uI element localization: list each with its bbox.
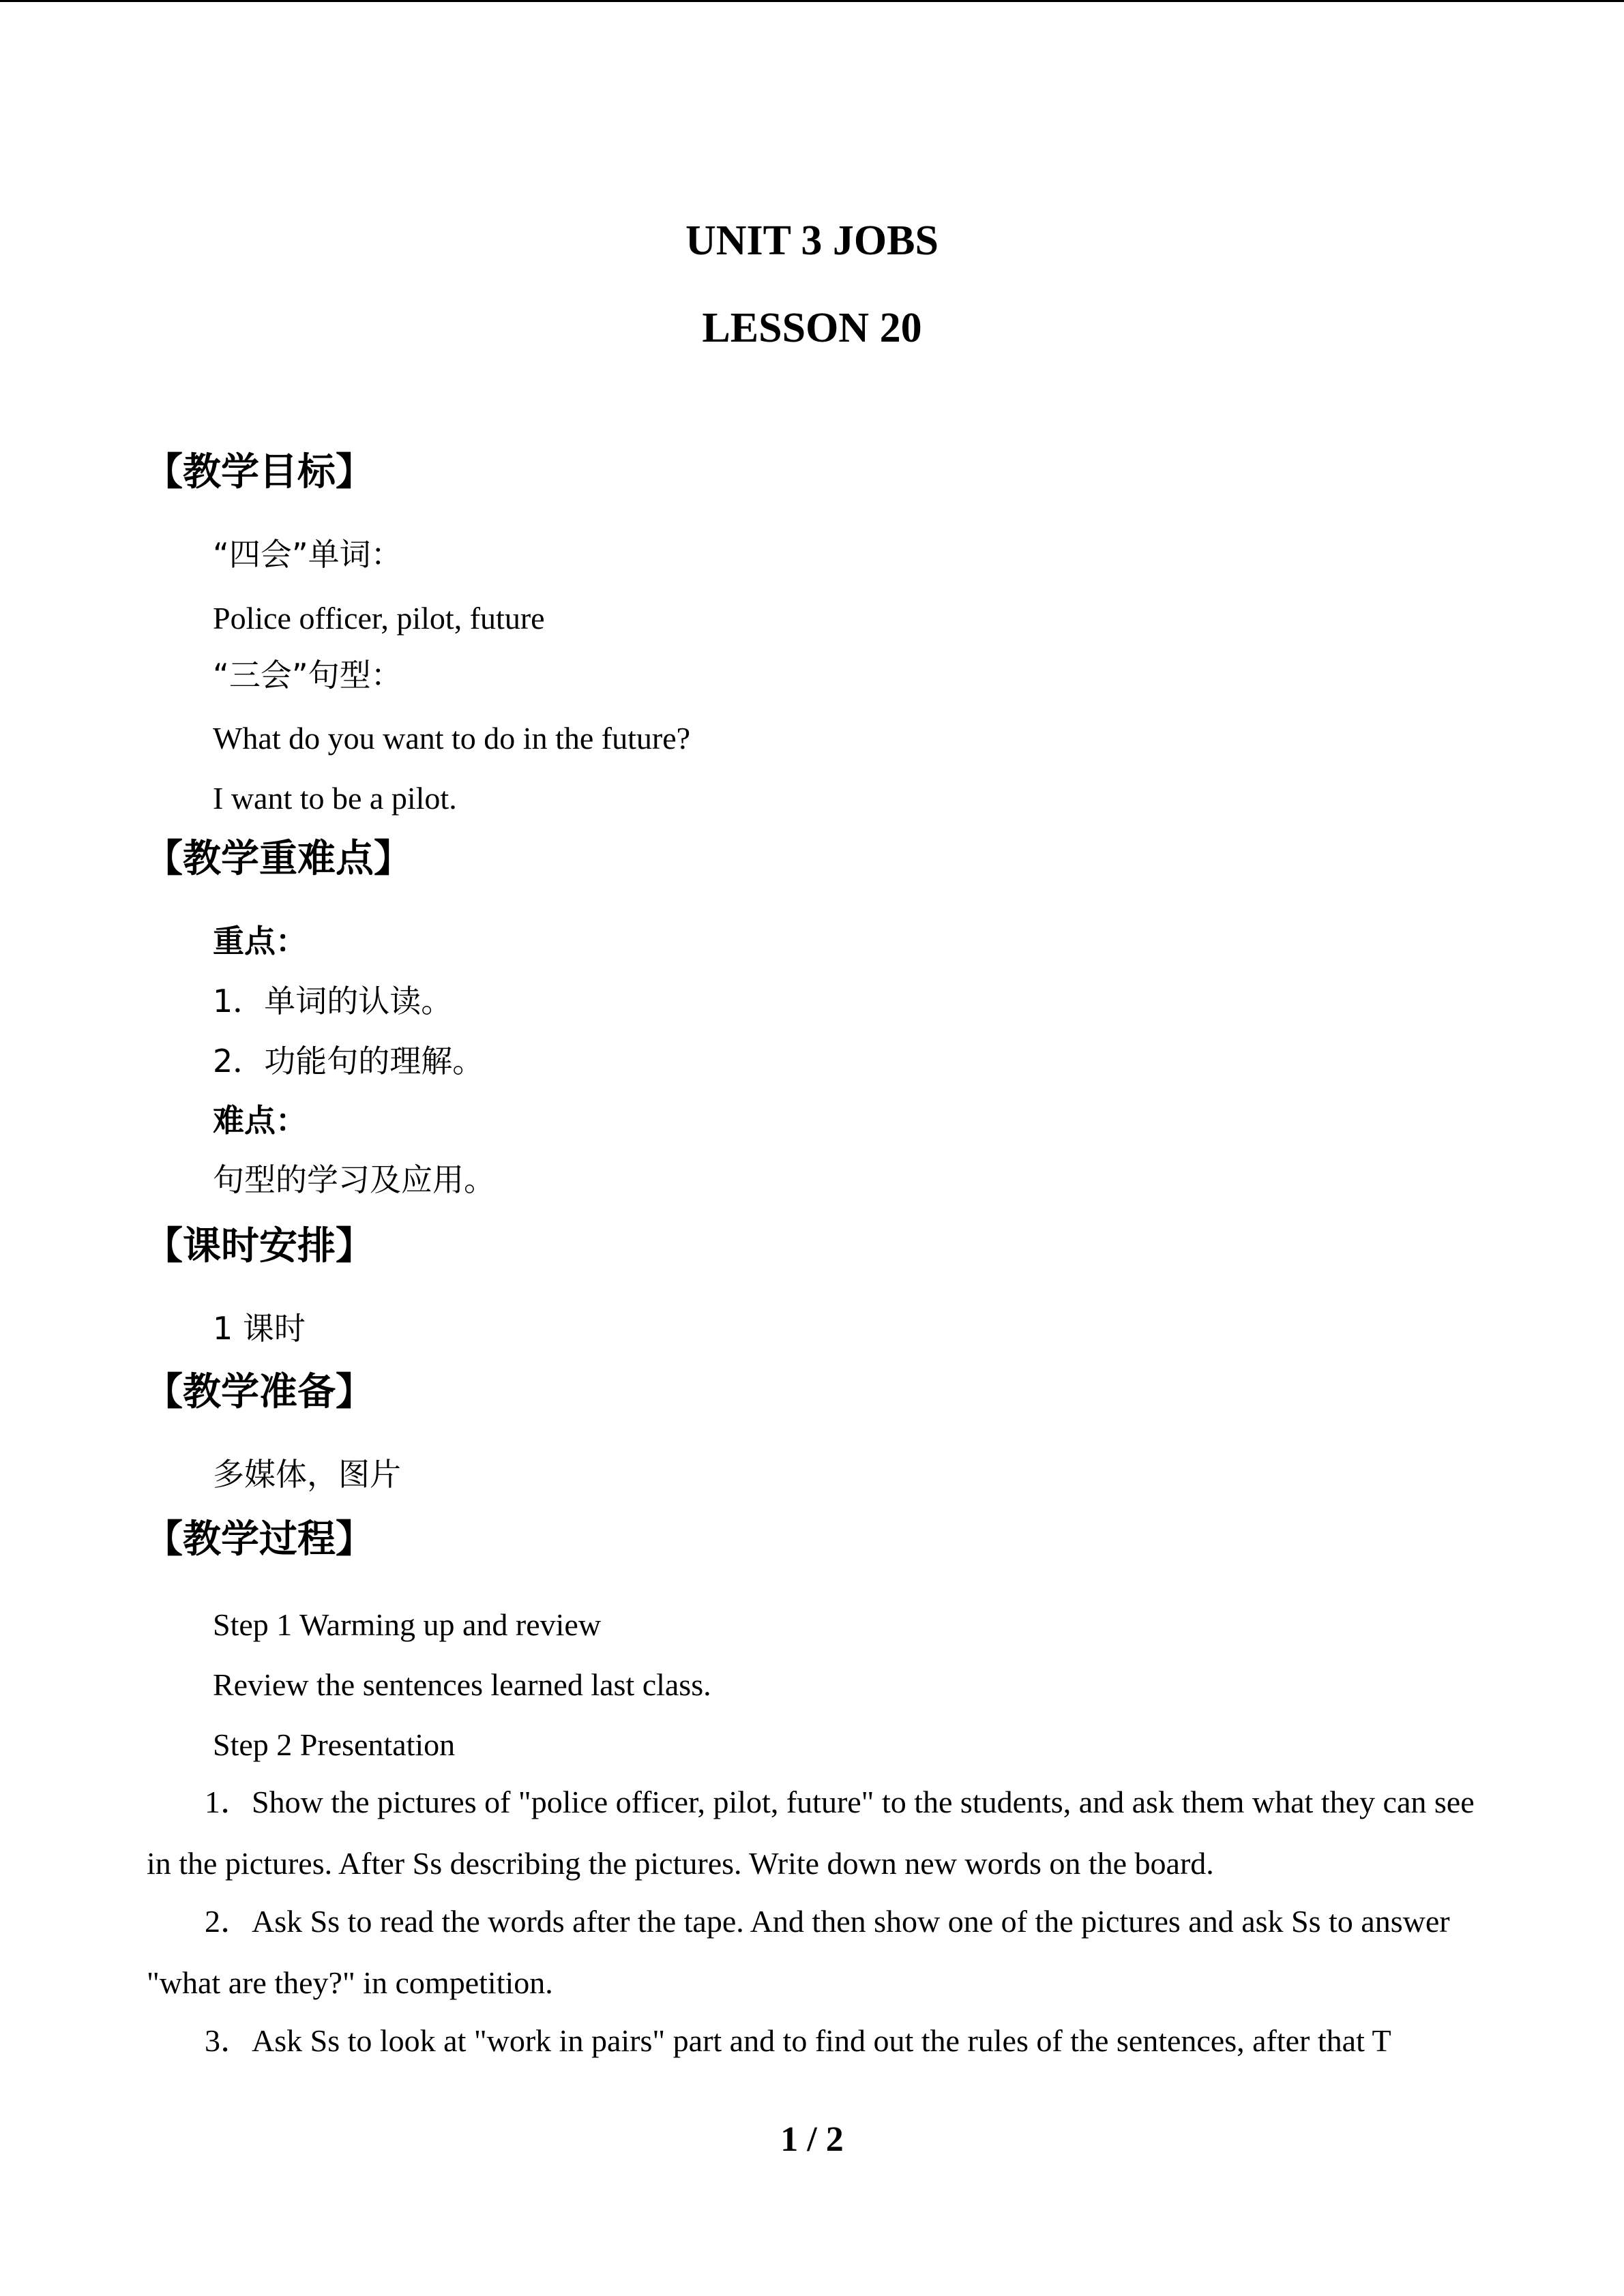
- schedule-heading: 【课时安排】: [145, 1224, 374, 1268]
- preparation-text: 多媒体，图片: [213, 1456, 401, 1493]
- sentence-2: I want to be a pilot.: [213, 781, 457, 816]
- words-list: Police officer, pilot, future: [213, 601, 545, 636]
- focus-item-2: 2．功能句的理解。: [213, 1043, 484, 1079]
- process-item-2: [147, 1891, 1480, 2014]
- process-item-1: [147, 1772, 1480, 1894]
- sentence-1: What do you want to do in the future?: [213, 721, 691, 756]
- sentences-label: “三会”句型：: [213, 657, 402, 694]
- words-label: “四会”单词：: [213, 536, 402, 573]
- process-item-3-text: 3．Ask Ss to look at "work in pairs" part and to find out the rules of the sentences, after that T: [205, 2023, 1391, 2058]
- top-border: [0, 0, 1624, 2]
- focus-item-1: 1．单词的认读。: [213, 983, 453, 1019]
- unit-title: UNIT 3 JOBS: [685, 218, 939, 264]
- key-points-heading: 【教学重难点】: [145, 837, 412, 881]
- step-2-title: Step 2 Presentation: [213, 1727, 456, 1762]
- focus-label: 重点：: [213, 923, 307, 959]
- difficulty-item: 句型的学习及应用。: [213, 1161, 495, 1198]
- step-1-title: Step 1 Warming up and review: [213, 1607, 602, 1642]
- difficulty-label: 难点：: [213, 1102, 307, 1139]
- lesson-title: LESSON 20: [702, 305, 922, 351]
- objectives-heading: 【教学目标】: [145, 450, 374, 494]
- schedule-text: 1 课时: [213, 1310, 306, 1347]
- preparation-heading: 【教学准备】: [145, 1370, 374, 1414]
- process-item-2-text: 2．Ask Ss to read the words after the tape. And then show one of the pictures and ask Ss to answer "what are they?" in competition.: [147, 1904, 1450, 2000]
- process-item-3: [147, 2010, 1480, 2072]
- step-1-text: Review the sentences learned last class.: [213, 1667, 711, 1702]
- process-item-1-text: 1．Show the pictures of "police officer, pilot, future" to the students, and ask them what they can see in the pictures. After Ss describing the pictures. Write down new words on the board.: [147, 1785, 1475, 1881]
- page-number: 1 / 2: [780, 2120, 844, 2159]
- process-heading: 【教学过程】: [145, 1517, 374, 1562]
